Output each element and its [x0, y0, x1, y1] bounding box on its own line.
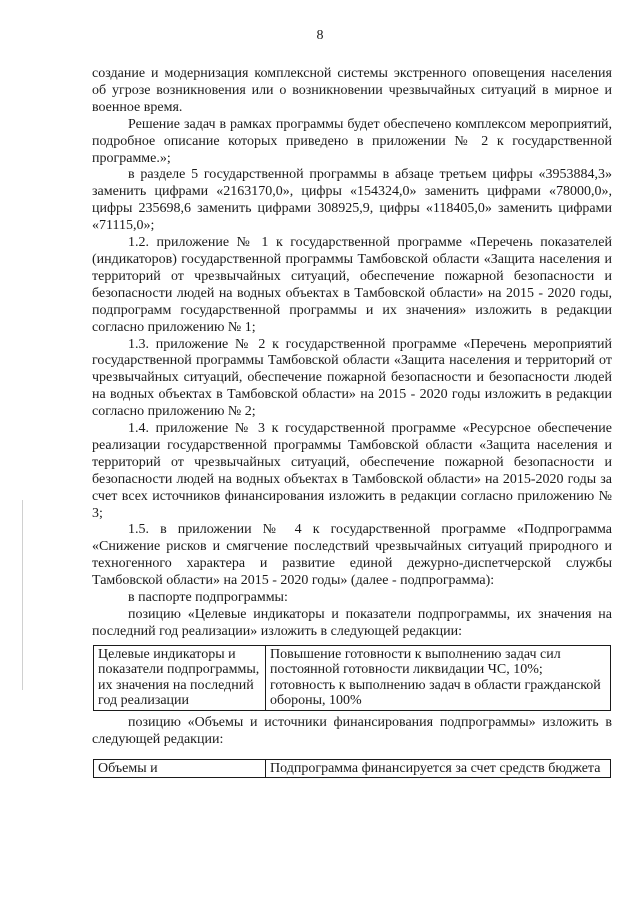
paragraph-funding-position: позицию «Объемы и источники финансирования подпрограммы» изложить в следующей редакции:	[92, 714, 612, 747]
paragraph-section-5-figures: в разделе 5 государственной программы в абзаце третьем цифры «3953884,3» заменить цифрами «2163170,0», цифры «154324,0» заменить цифрами «78000,0», цифры 235698,6 заменить цифрами 308925,9, цифры «118405,0» заменить цифрами «71115,0»;	[92, 167, 612, 234]
funding-value-cell: Подпрограмма финансируется за счет средств бюджета	[266, 759, 611, 778]
scan-margin-line	[22, 500, 23, 690]
indicators-table	[93, 645, 611, 711]
table-row	[94, 759, 611, 778]
paragraph-passport-heading: в паспорте подпрограммы:	[128, 590, 288, 606]
table-row	[94, 645, 611, 710]
funding-table	[93, 759, 611, 779]
paragraph-notification-system: создание и модернизация комплексной системы экстренного оповещения населения об угрозе возникновения или о возникновении чрезвычайных ситуаций в мирное и военное время.	[92, 66, 612, 115]
indicators-label-cell: Целевые индикаторы и показатели подпрограммы, их значения на последний год реализации	[94, 645, 266, 710]
indicators-value-cell: Повышение готовности к выполнению задач сил постоянной готовности ликвидации ЧС, 10%; готовность к выполнению задач в области гражданской обороны, 100%	[266, 645, 611, 710]
paragraph-program-tasks: Решение задач в рамках программы будет обеспечено комплексом мероприятий, подробное описание которых приведено в приложении № 2 к государственной программе.»;	[92, 116, 612, 166]
funding-label-cell: Объемы и	[94, 759, 266, 778]
document-body	[92, 66, 612, 778]
page-number: 8	[316, 28, 324, 43]
paragraph-appendix-3: 1.4. приложение № 3 к государственной программе «Ресурсное обеспечение реализации государственной программы Тамбовской области «Защита населения и территорий от чрезвычайных ситуаций, обеспечение пожарной безопасности и безопасности людей на водных объектах в Тамбовской области» на 2015-2020 годы за счет всех источников финансирования изложить в редакции согласно приложению № 3;	[92, 421, 612, 521]
paragraph-appendix-1: 1.2. приложение № 1 к государственной программе «Перечень показателей (индикаторов) государственной программы Тамбовской области «Защита населения и территорий от чрезвычайных ситуаций, обеспечение пожарной безопасности и безопасности людей на водных объектах в Тамбовской области» на 2015 - 2020 годы, подпрограмм государственной программы и их значения» изложить в редакции согласно приложению № 1;	[92, 235, 612, 335]
paragraph-appendix-2: 1.3. приложение № 2 к государственной программе «Перечень мероприятий государственной программы Тамбовской области «Защита населения и территорий от чрезвычайных ситуаций, обеспечение пожарной безопасности и безопасности людей на водных объектах в Тамбовской области» на 2015 - 2020 годы изложить в редакции согласно приложению № 2;	[92, 336, 612, 420]
paragraph-appendix-4: 1.5. в приложении № 4 к государственной программе «Подпрограмма «Снижение рисков и смягчение последствий чрезвычайных ситуаций природного и техногенного характера и развитие единой дежурно-диспетчерской службы Тамбовской области» на 2015 - 2020 годы» (далее - подпрограмма):	[92, 522, 612, 589]
paragraph-indicators-position: позицию «Целевые индикаторы и показатели подпрограммы, их значения на последний год реализации» изложить в следующей редакции:	[92, 607, 612, 639]
